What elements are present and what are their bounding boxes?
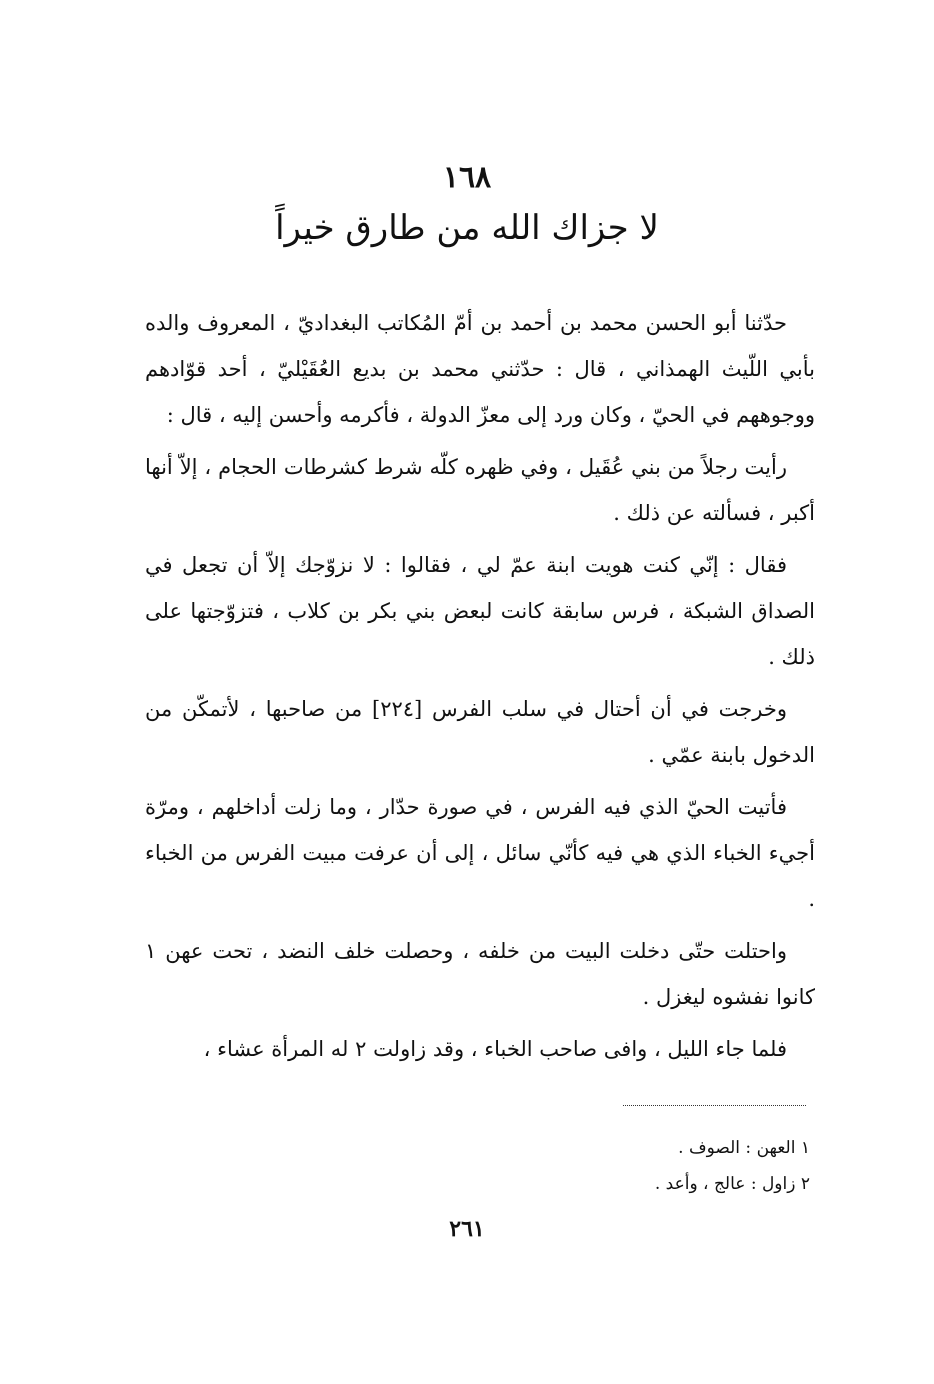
footnote: ٢ زاول : عالج ، وأعد .: [654, 1174, 810, 1194]
page-number: ٢٦١: [449, 1216, 485, 1242]
story-body: [145, 300, 815, 1078]
footnote-divider: [623, 1105, 806, 1106]
story-title: لا جزاك الله من طارق خيراً: [275, 208, 659, 248]
paragraph: واحتلت حتّى دخلت البيت من خلفه ، وحصلت خلف النضد ، تحت عهن ١ كانوا نفشوه ليغزل .: [145, 939, 815, 1009]
paragraph: فقال : إنّي كنت هويت ابنة عمّ لي ، فقالوا : لا نزوّجك إلاّ أن تجعل في الصداق الشبكة ، فرس سابقة كانت لبعض بني بكر بن كلاب ، فتزوّجتها على ذلك .: [145, 553, 815, 669]
footnote: ١ العهن : الصوف .: [678, 1138, 810, 1158]
paragraph: وخرجت في أن أحتال في سلب الفرس [٢٢٤] من صاحبها ، لأتمكّن من الدخول بابنة عمّي .: [145, 697, 815, 767]
footnotes: [400, 1130, 810, 1202]
story-number: ١٦٨: [442, 160, 492, 195]
paragraph: فلما جاء الليل ، وافى صاحب الخباء ، وقد زاولت ٢ له المرأة عشاء ،: [203, 1037, 787, 1061]
paragraph: حدّثنا أبو الحسن محمد بن أحمد بن أمّ المُكاتب البغداديّ ، المعروف والده بأبي اللّيث الهمذاني ، قال : حدّثني محمد بن بديع العُقَيْليّ ، أحد قوّادهم ووجوههم في الحيّ ، وكان ورد إلى معزّ الدولة ، فأكرمه وأحسن إليه ، قال :: [145, 311, 815, 427]
paragraph: رأيت رجلاً من بني عُقَيل ، وفي ظهره كلّه شرط كشرطات الحجام ، إلاّ أنها أكبر ، فسألته عن ذلك .: [145, 455, 815, 525]
paragraph: فأتيت الحيّ الذي فيه الفرس ، في صورة حدّار ، وما زلت أداخلهم ، ومرّة أجيء الخباء الذي هي فيه كأنّي سائل ، إلى أن عرفت مبيت الفرس من الخباء .: [145, 795, 815, 911]
